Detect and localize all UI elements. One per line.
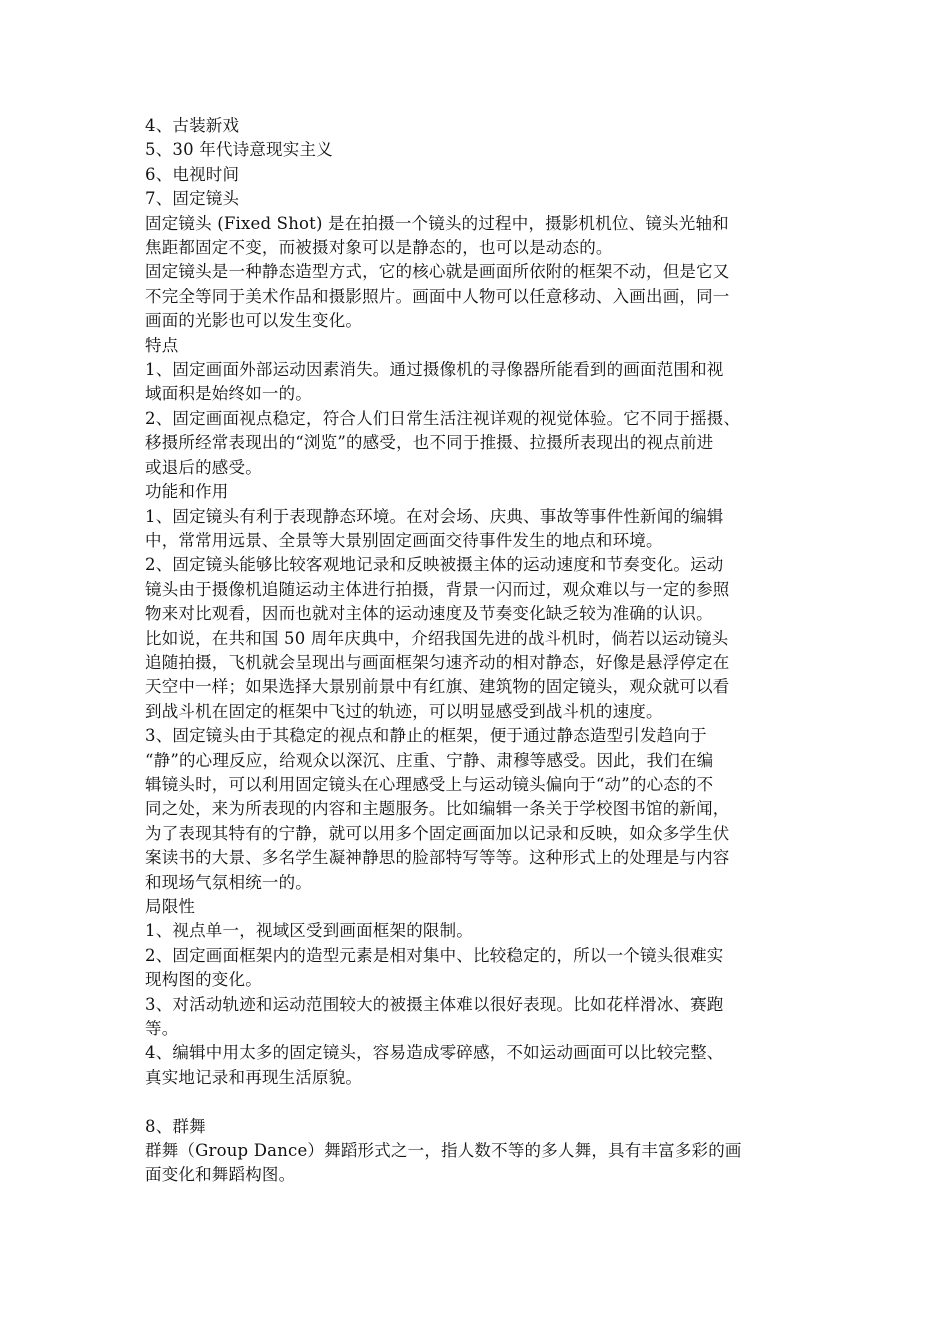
section-heading-functions: 功能和作用 [145,482,229,502]
paragraph-line: 和现场气氛相统一的。 [145,872,312,892]
item-heading-8: 8、群舞 [145,1116,206,1136]
item-heading-6: 6、电视时间 [145,164,240,184]
paragraph-line: 3、对活动轨迹和运动范围较大的被摄主体难以很好表现。比如花样滑冰、赛跑 [145,994,724,1014]
paragraph-line: 画面的光影也可以发生变化。 [145,311,363,331]
paragraph-line: 4、编辑中用太多的固定镜头，容易造成零碎感，不如运动画面可以比较完整、 [145,1043,724,1063]
paragraph-line: 1、视点单一，视域区受到画面框架的限制。 [145,921,473,941]
paragraph-line: “静”的心理反应，给观众以深沉、庄重、宁静、肃穆等感受。因此，我们在编 [145,750,714,770]
paragraph-line: 群舞（Group Dance）舞蹈形式之一，指人数不等的多人舞，具有丰富多彩的画 [145,1141,742,1161]
paragraph-line: 1、固定镜头有利于表现静态环境。在对会场、庆典、事故等事件性新闻的编辑 [145,506,724,526]
paragraph-line: 3、固定镜头由于其稳定的视点和静止的框架，便于通过静态造型引发趋向于 [145,726,707,746]
paragraph-line: 等。 [145,1019,179,1039]
paragraph-line: 固定镜头 (Fixed Shot) 是在拍摄一个镜头的过程中，摄影机机位、镜头光轴和 [145,213,729,233]
item-heading-5: 5、30 年代诗意现实主义 [145,140,333,160]
paragraph-line: 案读书的大景、多名学生凝神静思的脸部特写等等。这种形式上的处理是与内容 [145,848,730,868]
paragraph-line: 不完全等同于美术作品和摄影照片。画面中人物可以任意移动、入画出画，同一 [145,286,730,306]
document-body [145,114,813,1188]
section-heading-features: 特点 [145,335,179,355]
paragraph-line: 比如说，在共和国 50 周年庆典中，介绍我国先进的战斗机时，倘若以运动镜头 [145,628,729,648]
paragraph-line: 移摄所经常表现出的“浏览”的感受，也不同于推摄、拉摄所表现出的视点前进 [145,433,714,453]
paragraph-line: 镜头由于摄像机追随运动主体进行拍摄，背景一闪而过，观众难以与一定的参照 [145,579,730,599]
paragraph-line: 焦距都固定不变，而被摄对象可以是静态的，也可以是动态的。 [145,238,613,258]
blank-line [145,1090,813,1114]
item-heading-4: 4、古装新戏 [145,116,240,135]
paragraph-line: 同之处，来为所表现的内容和主题服务。比如编辑一条关于学校图书馆的新闻， [145,799,730,819]
paragraph-line: 现构图的变化。 [145,970,262,990]
item-heading-7: 7、固定镜头 [145,189,240,209]
paragraph-line: 真实地记录和再现生活原貌。 [145,1067,363,1087]
paragraph-line: 固定镜头是一种静态造型方式，它的核心就是画面所依附的框架不动，但是它又 [145,262,730,282]
paragraph-line: 中，常常用远景、全景等大景别固定画面交待事件发生的地点和环境。 [145,530,663,550]
paragraph-line: 面变化和舞蹈构图。 [145,1165,296,1185]
paragraph-line: 到战斗机在固定的框架中飞过的轨迹，可以明显感受到战斗机的速度。 [145,701,663,721]
paragraph-line: 2、固定画面框架内的造型元素是相对集中、比较稳定的，所以一个镜头很难实 [145,945,724,965]
paragraph-line: 追随拍摄，飞机就会呈现出与画面框架匀速齐动的相对静态，好像是悬浮停定在 [145,652,730,672]
paragraph-line: 辑镜头时，可以利用固定镜头在心理感受上与运动镜头偏向于“动”的心态的不 [145,774,714,794]
paragraph-line: 2、固定镜头能够比较客观地记录和反映被摄主体的运动速度和节奏变化。运动 [145,555,724,575]
paragraph-line: 天空中一样；如果选择大景别前景中有红旗、建筑物的固定镜头，观众就可以看 [145,677,730,697]
paragraph-line: 物来对比观看，因而也就对主体的运动速度及节奏变化缺乏较为准确的认识。 [145,604,713,624]
paragraph-line: 为了表现其特有的宁静，就可以用多个固定画面加以记录和反映，如众多学生伏 [145,823,730,843]
paragraph-line: 1、固定画面外部运动因素消失。通过摄像机的寻像器所能看到的画面范围和视 [145,360,724,380]
paragraph-line: 或退后的感受。 [145,457,262,477]
paragraph-line: 域面积是始终如一的。 [145,384,312,404]
paragraph-line: 2、固定画面视点稳定，符合人们日常生活注视详观的视觉体验。它不同于摇摄、 [145,408,741,428]
section-heading-limitations: 局限性 [145,897,196,916]
